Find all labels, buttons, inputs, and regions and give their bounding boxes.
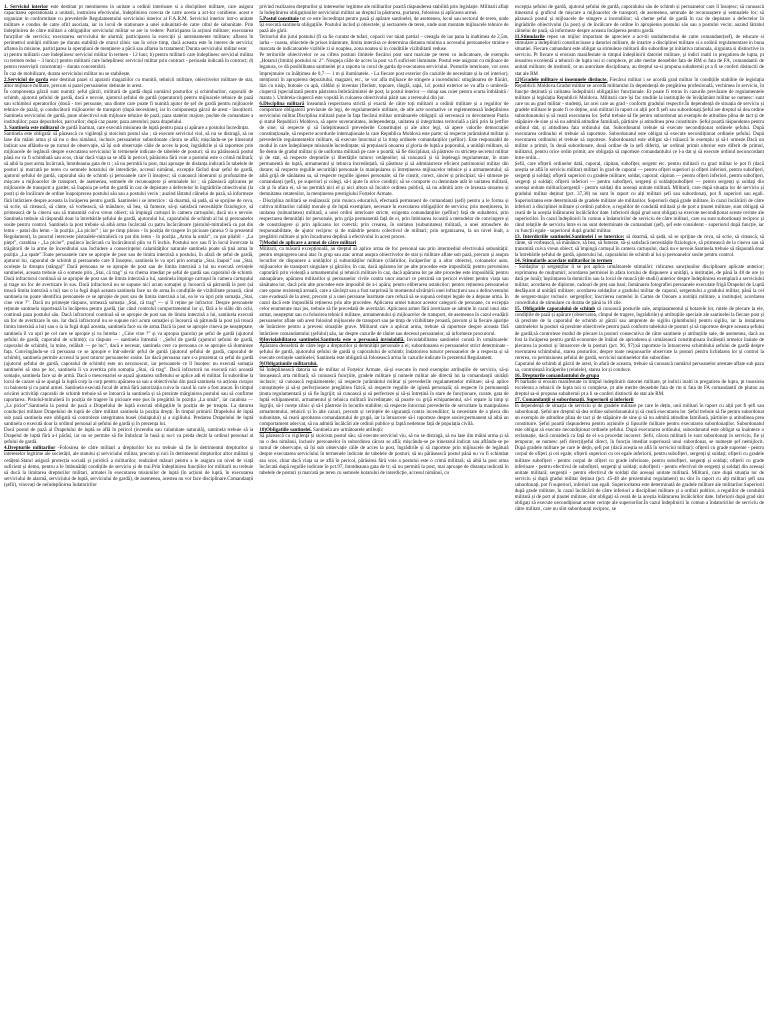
- paragraph-text: - Disciplina militară se realizează: prin munca educativă, efectuată permanent de comandanți (șefi) pentru a le forma și cultiva militarilor calități morale și de luptă exemplare, necesare în executarea obligațiilor de serviciu; prin menținerea, în unitatea (subunitatea) militară, a unei ordini interioare stricte, exigenta comandanților (șefilor) față de subalterni, prin respectarea demnității lor personale, prin grija permanentă față de ei, prin îmbinarea iscusită a metodelor de convingere și de constrângere și prin aplicarea lor corectă; prin crearea, în unitatea (subunitatea) militară, a unei atmosfere de responsabilitate, de ajutor reciproc și de mândrie pentru colectivul de militari; prin organizarea, la un nivel înalt, a pregătirii militare și prin încadrarea deplină a efectivului în acest proces.: [259, 197, 509, 240]
- paragraph-text: Teritoriul din jurul postului (fi sa fie curatat de tufari, copacii vor taiati partial – ceeagla de iaz pana la inaltimea de 2,5m, iarba – coasta, obiectele de prisos inlaturate, limita interzisa ce determina distanta minima a accesului persoanelor straine e marcata de indicatoarele vizibile zi si noaptea, zona noatea si in conditiile vizibilitatii reduse.: [259, 34, 509, 53]
- paragraph-text: Pe teritoriile obiectivelor ce au cifrea postuni limitele fiecărui post sunt marcate pe teren cu indicatoare, de exemplu „Hotarul (limita) postului nr. 2”. Nospeja căile de acces la post va fi suficient iluminate. Postul este asigurat cu mijloace de legatura, ce dă posibilitatea santinelei pt a raporta in corul de garda dp executarea serviciului. Posturile interioare, vor avea împrejmuire cu înălțimea de 0,7 — 1 m și iluminatele. - La fiecare post exterior (în cazurile de necesitate și la cel interior), menționri în apropierea depozitului, magazei, etc., se vor afla mijloace de stingere a incendiului: stingătoarea de flăcări, lăzi cu nisip, butoaie cu apă, căldări și inventar (fierăstr, topoare, rănglă, sapă, l.d. postul exterior se va afla o umbrelă-ciupercă (specializată pentru păstrarea îmbrăcămintei de post; la postul interior — dulap sau cuier pentru scurta îmblănită / manta ). Umbrela-ciupercă este vopsită în culoarea obiectivului păzit sau a terenului din jur.: [259, 52, 509, 101]
- paragraph: [515, 264, 764, 306]
- section-heading: 9)Obligatiunile militarului.: [259, 360, 318, 367]
- paragraph: [515, 234, 764, 258]
- paragraph-text: În componența gărzii sunt numiți: șeful gărzii, militarii de gardă după numărul posturilor și schimburilor, caporalii de schimb, ajutorul șefului de gardă, dacă e nevoie, ajutorul șefului de gardă (operatorul) pentru mijloacele tehnice de pază sau schimbul operatorilor (două - trei persoane, una dintre care poate fi numită ajutor de șef de gardă pentru mijloacele tehnice de pază), și conducătorii mijloacelor de transport (după necesitate), iar în componența gărzii de arest - însoțitorii. Santinela serviciului de gardă, pune obiectivul sub mijloace tehnice de pază; paza statelor majore, pochte de comandare a instituțiilor; paza depozitelor, parcurilor; după caz poate; paza arestului; paza drapelului.: [4, 88, 254, 125]
- paragraph: [515, 379, 764, 397]
- paragraph-text: să doarmă, să șadă, să se sprijine de ceva, să scrie, să citească, să cânte, să vorbească, să mănânce, să bea, să fumeze, să-și satisfacă necesitățile fiziologice, să primească de la cineva sau să transmită cuiva vreun obiect; să împingă cartușul în camera cartușului, dacă nu e nevoie.Santinela trebuie să răspundă doar la întrebările șefului de gardă, ajutorului lui, caporalului de schimb al lui și persoanelor sosite pentru control.: [514, 233, 764, 258]
- paragraph: [259, 198, 508, 240]
- paragraph-text: privind realizarea drepturilor și intereselor legitime ale militarilor poartă răspunderea stabilită prin legislație. Militarii aflați la îndeplinirea obligațiunilor serviciului militar au dreptul la păstrarea, purtarea, folosirea și aplicarea armei.: [259, 4, 509, 17]
- section-heading: 14. Stimularile acordate militarilor in termen: [514, 257, 613, 264]
- section-heading: 2.Serviciul de garda: [4, 76, 49, 83]
- paragraph-text: În caz de mobilizare, durata serviciului militar nu se stabilește.: [4, 70, 131, 77]
- paragraph-text: excepția șefului de gardă, ajutorul șefului de gardă, caporalului său de schimb și persoanelor care îl însoțesc; să cunoască itinerarul și graficul de mișcare a mijloacelor de transport, de asemenea, semnale de recunoaștere și semnalele lor; să păzească postul și mijloacele de stingere a incendiilor; să cheme șeful de gardă în caz de depistare a defectelor în îngrădirile obiectivului (la post) și de încălcare de ordine în apropierea postului său sau a postului vecin; auzind lătratul câinelui de pază, să informeze despre aceasta încăperea pentru gardă.: [514, 4, 764, 35]
- section-heading: 4.Drepturile militarilor: [4, 445, 56, 452]
- paragraph: [259, 337, 508, 361]
- section-heading: 1. Serviciul interior: [4, 4, 49, 10]
- paragraph-text: - Soldaților și sergenților li se pot aplica următoarele stimulări: ridicarea sancțiunilor disciplinare aplicate anterior; exprimarea de mulțumiri; acordarea permisiei în afara locului de dispunere a unității, a instituției, de până la 48 de ore (o dată pe lună); înștiințarea la domiciliu sau la locul de muncă (de studii) anterior despre îndeplinirea exemplară a serviciului militar; acordarea de diplome, cadouri de preț sau bani; înmânarea fotografiei persoanele executate frigă Drapelul de Luptă desfășurat al unității militare; acordarea soldaților a gradului militar de caporal, sergentului a gradului militar, până la cel de sergent-major inclusiv. sergenților; înscrierea numelui în Cartea de Onoare a unității militare, a instituției; acordarea concediului de stimulare cu durata de până la 10 zile.: [514, 264, 764, 307]
- paragraph: [4, 427, 253, 445]
- paragraph: [515, 403, 764, 512]
- paragraph-text: a) pentru militarii care îndeplinesc serviciul militar în termen - 12 luni; b) pentru militarii care îndeplinesc serviciul militar cu termen redus – 3 luni;c) pentru militarii care îndeplinesc serviciul militar prin contract - perioada indicată în contract; d) pentru rezerviștii concentrați – durata concentrării.: [4, 52, 254, 71]
- section-heading: 7)Modul de aplicare a armei de către militari: [259, 239, 357, 246]
- paragraph-text: să cunoască posturile sale, amplasamentul și hotarele lor, rutele de plecare la ele, condițiile de pază și apărare (observarea, cîmpul de tragere, îngrădirile) și atribuțiile speciale ale santinelei la fiecare post și să prezinte de la caporalul de schimb al gărzii sau amprente de sigiliu (plumbului) pentru sigiliu, iar la instalarea santinelelor la posturi să prezinte obiectivele pentru pază conform tabelului de posturi și să raporteze despre aceasta șefului de gardă;să controleze modul de plecare la posturi consecutiva de către santinele și atribuțiile sale, de asemenea, dacă au fost la încăperea pentru gardă economie de întâiul de aprinderea și urmărească constituțioara încăleștii armelor înainte de plecarea la posturi și întoarcere de la posturi (pct. 96, 97);să raporteze la întoarcerea schimbului șefului de gardă despre executarea schimbului, starea posturilor, despre toate neajunsurile observate la posturi pentru lichidarea lor și control la cererea, cu permisiunea șefului de gardă, serviciul santinelelor din subordine.: [514, 306, 764, 361]
- document-page: [4, 4, 764, 1020]
- paragraph-text: Santinela are următoarele atribuții:: [311, 427, 384, 434]
- paragraph: [259, 52, 508, 100]
- paragraph: [4, 89, 253, 125]
- paragraph: [259, 101, 508, 198]
- section-heading: 11.Stimularile: [514, 34, 545, 41]
- paragraph: [259, 16, 508, 34]
- paragraph: [515, 34, 764, 76]
- paragraph-text: înseamnă respectarea strictă și exactă de către toți militarii a ordinii militare și a regulilor de comportare obligatorii prevăzute de legi, de regulamentele militare, de alte acte normative ce reglementează îndeplinirea serviciului militar.Disciplina militară pune în fața fiecărui militar următoarele obligații: să servească cu devotament Patria și statul Republicii Moldova, să apere suveranitatea, independența, unitatea și integritatea teritorială a țării prin la jertfire de sine; să respecte și să îndeplinească prevederile Constituției și ale altor legi, să apere valorile democrației constituționale, să respecte acordurile internaționale la care Republica Moldova este parte; să respecte jurământul militar și prevederile regulamentelor militare, să execute întocmai și la timp ordinele comandanților (șefilor). Este responsabil de modul în care îndeplinește misiunile încredințate; să prețuiască onoarea și gloria de luptă a poporului, a unității militare, să fie demn de gradul militar și de uniforma militară pe care o poartă; să fie disciplinat, să păstreze cu strictețe secretul militar și de stat, să respecte drepturile și libertățile tuturor cetățenilor; să cunoască și să înțeleagă regulamentar, în stare permanentă de luptă, armamentul și tehnica încredințată, să păstreze și să administreze eficient patrimoniul militar din dotare; să respecte regulile securității personale la manipularea și întreținerea mijloacelor tehnice și a armamentului; să aibă grijă de sănătatea sa, să respecte regulile igienei personale; să fie cinstit, corect, sincer și principial; să-i stimeze pe comandanți (șefi), pe superiori și colegi, să-i ajute în orice condiții; să se comporte cu demnitate atât în unitatea militară, cât și în afara ei, să nu permită nici el și nici altora să încalce ordinea publică, să nu admită acte ce lezeaza onoarea și demnitatea cetatenilor, la menținerea prestigiului Forțelor Armate.: [259, 100, 509, 198]
- text-column-middle: [259, 4, 508, 1020]
- paragraph-text: este destinat pt mentinerea in unitate a ordinii interioare si a disciplinei militare, care asigura capacitatea operationala a unitatii, instruirea efectivului, îndeplinirea corecta de catre acesta a act-lor cotidiene. acest e organizat in conformitate cu prevederile Regulamentului serviciului interior al F.A.R.M. Serviciul interior intr-o unitate militare e condus de catre ofitl asociata, iar in locul de stationare a unei subunitati-de catre cdtul de subunitate. Prin îndeplinirea de către militari a obligațiilor serviciului militar se are in vedere: Participarea la acțiuni militare; executarea funcțiilor de serviciu; executarea serviciului de alarmă; participarea la exerciții și antrenamente militare; aflarea în perimetrul unității militare pe durata stabilită de orarul zilnic sau în orice timp, dacă aceasta este în interes de serviciu; aflarea în misiune, participarea la operațiuni de menținere a păcii sau aflarea la tratament; Durata serviciului militar este:: [4, 4, 254, 53]
- paragraph-text: Santinela este obligată: să păzească cu vigilență și stoicism postul său ; să execute serviciul viol, să nu se distragă, să nu lase din mâini arma și să nu o dea nimănui, inclusiv persoanelor subordonate cărora se află; mișcându-se pe itinerarul indicat sau aflându-se pe turnul de observație, să își sub observație căile de acces la post, îngrădirile și să raporteze prin mijloacele de legătură despre executarea serviciului în termenele indicate de tabelele de posturi; să nu părăsească postul până nu va fi schimbată sau scos, chiar dacă viața sa se află în pericol, părăsirea fără voie a postului este o crimă militară; să aibă la post arma încărcată, întotdeauna gata de tr ; să nu permită la post, mai aproape de distanța indicată în tabelele de posturi și marcată pe teren cu semnele hotarului de interdicție, accesul nimănui, excepție făcînd doar șeful de gardă, ajutorul șefului de gardă, caporalul său de schimb și persoanele care îl însoțesc; să cunoască itinerarul și profunzime de mișcare a mijloacelor de transport, de asemenea, semnele de recunoaștere și semnalele lor ; să păzească aplicarea pe mijloacele de transport a gardei; să înapoia pe sefut de gardă în caz de depistare a defectelor în îngrădirile obiectivului (la post) și de încălcare de ordine înapoiprecea postului său sau a postului vecin ; auzind lătratul câinelui de pază, să informeze fără întârziere despre aceasta la încăperea pentru gardă. Santinelei i se interzice : să doarmă, să șadă, să se sprijine de ceva, să scrie, să citească, să cânte, să vorbească, să mănânce, să bea, să fumeze, să-și satisfacă necesitățile fiziologice, să primească de la cineva sau să transmită cuiva vreun obiect; să împingă cartușul în camera cartușului, dacă nu e nevoie. Santinela trebuie să răspundă doar la întrebările șefului de gardă, ajutorului lui, caporalului de schimb al lui și persoanelor sosite pentru control. Santinela la post trebuie să aibă arma încărcată cu patru încărcătoare (pistolul-mitralieră cu pat din lemn – patul din lemn - în poziția „La picior” ; iar pe timp ploios - în poziția de tragere în picioare (anexa 9 la prezentul Regulament), la punctul interceste pistoalele-mitralieră cu pat din lemn - în poziția „Arma la umăr”, cu pat pliabil - „La piept”, carabina - „La picior”, pușlinca încărcată cu încărcătorul plin va fi închis. Postului nov sau fi în locul încercate la trăgătorii de la arme de încendiului sau închidere a consecințelor calamităților naturale santinela poate să țină arma în poziția „La spate”.Toate persoanele care se apropie de post sau de limita interzisă a postului, în afară de șeful de gardă, ajutorul lui, caporalul de schimb și persoanele care îl însoțesc, santinela le va opri prin somația „Stai, înapoi” sau „Stai, ocolește la dreapta (stânga)” Dacă persoana se se apropie de post sau de limita interzisă a lui nu execută cerințele santinelei, aceasta trebuie să o someze prin „Stai, că trag” și va chema imediat pe șeful de gardă sau caporalul de schimb. Dacă infractorul continuă să se apropie de post sau de limita interzisă a lui, santinela împinge cartușul în camera cartușului și trage un foc de avertizare în sus. Dacă infractorul nu se supune nici acum somației și încearcă să pătrundă la post (să treacă limita interzisă a lui) sau o la fugă după aceasta santinela face uz de arma.În condițiile de vizibilitate proastă, când santinela nu poate identifica persoanele ce se apropie de post sau de limita interzisă a lui, ea le va opri prin somația „Stai, cine vine ?”. Dacă nu primește răspuns, urmează somația „Stai, că trag” — și îl reține pe infractor. Despre persoanele reținute santinela raportează la încăperea pentru gardă, (iar când controlul comportamentul lor și, fără a le slăbi din ochi, continuă paza postului său. Dacă infractorul continuă să se apropie de post sau de limita interzisă a lui, santinela execută un foc de avertizare în sus. Iar dacă infractorul nu se supune nici acum somației și încearcă să pătrundă la post (să treacă limita interzisă a lui) sau o ia la fugă după aceasta, santinela face uz de arma.Dacă la post se apropie cineva pe neașteptate, santinela îl va opri pe cel care se apropie și va întreba : „Cine vine ?” și va apropia (parola) pe șeful de gardă (ajutorul șefului de gardă, caporalul de schimb); ca răspuns — santinela întreabă : „Șeful de gardă (ajutorul șefului de gardă, caporalul de schimb), la mine, celălalt — pe loc”, dacă e necesar, santinela cere ca persoana ce se apropie să ilumineze fața. Convingându-se că persoana ce se apropie e într-adevăr șeful de gardă (ajutorul șefului de gardă, caporalul de schimb), santinela permite accesul la post tuturor persoanelor sosite. Iar dacă persoana care s-a prezentat ca șeful de gardă (ajutorul șefului de gardă, caporalul de schimb) este un necunoscut, iar persoanele ce îl însoțesc nu execută somația santinelei să stea pe loc, santinela îi va avertiza prin somația „Stai, că trag”. Dacă infractorii nu execută nici această somație, santinela face uz de armă. Dacă o mescenariei se așază ajustarea sufletului se aplice adi el militar. În subordine la locul de cazare să se ajungă la luptă corp la corp pentru apărarea sa sau a obiectivului din pază santinela va acționa curajos cu baioneta și cu patul armei. Santinela execută focul de armă fără autorizația cuiva în cazul în care a fost atacat. În timpul oricărei activități caporalii de schimb trebuie să se întoarcă la santinela și să prezinte mărginirea postului sau să confirme raportarea. Pistolul-mitralieră în poziția de tragere în picioare este pus în pregătită în poziția „La umăr”, iar carabina — „La picior”.Santinela la postul de pază a Drapelului de luptă execută obligațiile în poziția de pe treapta. La datorea conducției militare Drapelului de luptă de către militari santinela la poziția drepți. În timpul primirii Drapelului de luptă sub pază santinela este obligată să controleze integritatea husei (dulapului) și a sigiliului. Predarea Drapelului de luptă santinela o execută doar la ordinul personal al șefului de gardă și în prezența lui.: [4, 130, 254, 428]
- paragraph-text: Dacă postul de pază al Drapelului de luptă se află în pericol (incendiu sau calamitate naturală), santinela trebuie să ia Drapelul de luptă fără a-l părăsi, iar nu se permite să fie îmbrăcat în husă și nu-l va preda decât la ordinul personal al șefului de gardă.: [4, 427, 254, 446]
- paragraph-text: Caporalul de schimb al gărzii de arest, în afară de aceasta, trebuie să cunoască numărul persoanelor arestate aflate sub paza sa, controlează încăperile (celulele), starea lor și conduce.: [514, 360, 764, 373]
- section-heading: 12)Gradele militare si insemnele distincte.: [514, 76, 608, 83]
- paragraph-text: Pt barbatie si erosim manifestate in timpul indeplinirii datoriei militare, pt indicii inalti in pregatirea de lupta, pt insusirea excelenta a tehnicii de lupta noi si complexe, pt alte merite deosebite fata de rm si fata de FA comandantii de pluton au dreptul sa-si propuna subalternii pt a li se conferi distinctii de stat ale RM.: [514, 378, 764, 397]
- section-heading: 17. Comandanții și subordonații. Superiorii și inferiorii: [514, 397, 634, 404]
- paragraph: [259, 246, 508, 337]
- paragraph: [259, 34, 508, 52]
- paragraph: [515, 161, 764, 234]
- paragraph: [259, 4, 508, 16]
- section-heading: 13. Interdictiile santinelei.Santinelei i se interzice:: [514, 233, 625, 240]
- paragraph: [259, 433, 508, 475]
- paragraph-text: tot ce este încredințat pentru pază și apărare santinelei, de asemenea, locul sau sectorul de teren, unde își execută santinela obligațiile. Postului includ și obiectele, și sectoarele de teren, unde sunt montate mijloacele tehnice de pază ale gării.: [259, 16, 509, 35]
- section-heading: 8)Inviolabilitatea santinelei.Santinela este o persoană inviolabilă.: [259, 336, 405, 343]
- paragraph: [4, 131, 253, 427]
- paragraph-text: Inviolabilitatea santinelei constă în următoarele: Apărarea deosebită de către lege a drepturilor și demnității personale a ei; subordonarea ei persoanelor strict determinate - șefului de gardă, ajutorului șefului de gardă și caporalului de schimb; îndatorirea tuturor persoanelor de a respecta și să execute cerințele santinelei; Santinela este obligată să folosească arma în cazurile indicate în prezentul Regulament.: [259, 336, 509, 361]
- section-heading: 3. Santinela este militarul: [4, 124, 59, 131]
- paragraph-text: În dependență de situația de serviciu și de gradele militare pe care le dețin, unii militari în raport cu alții pot fi șefi sau subordonați. Șeful are dreptul să dea ordine subordonatului și să ceară executarea lor. Șeful trebuie să fie pentru subordonat un exemplu de atitudine plina de tact și de stăpânire de sine și să nu admită atitudine familiară, părtinire și atitudinea prea constituire. Șeful poartă răspunderea pentru acțiunile și lipsurile militare pentru executarea subordonaților. Subordonatul este obligat să execute necondiționat ordinele șefului. După executarea ordinului, subordonatul este obligat sa înainteze o reclamație, dacă consideră ca față de el s-a procedat incorect. Șefii, cărora militarii le sunt subordonați în serviciu, fie și temporar, se numesc șefi direcți(șeful direct, în funcția imediat superioară unui subordonat, se numește șef nemijlocit. După gradele militare pe care le dețin, șefi pot (dacă aceștia se află în serviciul militar): ofițerii cu grade supreme - pentru corpul de ofițeri și cei egale; ofițerii superiori cu cei egale inferiorii, pentru subofițeri, sergenți și soldați; ofițerii cu gradele militare subofițeri - pentru corpul de ofițeri cu grade inferioare, pentru subofițeri, sergenți și soldați; ofițerii cu grade inferioare - pentru efectivul de subofițeri, sergenți și soldați; subofițerii - pentru efectivul de sergenți și soldați din aceeași unitate militară; sergenții - pentru efectivul de soldați din aceeași unitate militară. Militarii, care după situația lor de serviciu și după gradul militar deținut (pct. 45-48 ale prezentului regulament) nu sînt în raport cu alți militari șefi sau subordonați, pot fi superiori, inferiori sau egali. Superioritatea este determinată de gradele militare ale militarilor.Superiorii după grade militare, în cazul încălcării de către inferiori a disciplinei militare și a ordinii publice, a regulilor de conduită militară și de port al ținutei militare, sînt obligați să ceară de la aceștia înlăturarea încălcărilor date. Inferiorii după grad sînt obligați să execute necondiționat aceste cerințe ale superiorilor.În cazul îndeplinirii în comun a îndatoririlor de serviciu de către militari, care nu sînt subordonați reciproc, se: [514, 403, 764, 512]
- paragraph-text: Șefii, care ofițerii ordinelor dată, caporal, căpitan, subofițer, sergent etc. pentru militarii cu grad militar le pot fi (dacă aceștia se află în serviciu militar) militari în grad de caporal — pentru ofițeri superiori și ofițeri inferiori, pentru subofițeri, sergenți și soldați; ofițerii superiori cu gradele militare; soldat, caporal; căpitan — pentru ofițeri inferiori, pentru subofițeri, sergenți și soldați; ofițerii inferiori — pentru subofițeri, sergenți și soldați(subofițeri — pentru sergenți și soldați din aceeași unitate militară;sergenții - pentru soldați din aceeași unitate militară. Militarii, care după situația lor de serviciu și gradului militar deținut (pct. 37,38) nu sunt în raport cu alți militari șefi sau subordonați, pot fi superiori sau egali. Superioritatea este determinată de gradele militare ale militarilor. Superiorii după grade militare, în cazul încălcării de către inferiori a disciplinei militare și ordinii publice, a regulilor de conduită militară și de port a ținutei militare, sunt obligați să ceară de la aceștia înlăturarea încălcărilor date. Inferiorii după grad sunt obligați sa execute necondiționat aceste cerinte ale superiorilor. În cazul îndeplinirii în comun a îndatoririlor de serviciu de către militari, care nu sunt subordonați reciproc și când relațiile de serviciu între ei nu sunt determinate de comandant (șef), șef este considerat - superiorul după funcție, iar cu funcții egale - superiorul după gradul militar.: [514, 161, 764, 234]
- paragraph-text: Militarii, ca măsură excepțională, au dreptul să aplice arma de foc personal sau prin intermediul efectivului subunității: pentru respingerea unui atac în grup sau atac armat asupra obiectivelor de stat și militare aflate sub pază, precum și asupra locurilor de dispunere a unităților și subunităților militare (clădirilor, încăperilor și a altor obiecte), coloanelor auto, mijloacelor de transport singulare și gărzilor, în caz, dacă apărarea lor pe alte procedee este imposibilă; pentru prevenirea capturării prin violență a armamentului și tehnicii militare în caz, dacă apărarea lor pe alte procedee este imposibilă; pentru autoapărare, apărarea militarilor și persoanelor civile contra unor atacuri ce prezintă un pericol evident pentru viața sau sănătatea lor, dacă prin alte procedee este imposibil de a-i apăra; pentru eliberarea ostaticilor; pentru reținerea persoanelor care opune rezistență armată, care a săvârșit sau a fost surprinsă în momentul săvârșirii unei infracțiuni sau a delincventului care evadează de la arest, precum și a unei persoane înarmate care refuză să se supună cerinței legale de a depune arma. În cazul dacă este imposibilă reținerea prin alte procedee. Aplicarea armei tuturor acestor categorii de persoane, cu excepția celor enumerate mai jos, trebuie să fie precedată de avertizări. Aplicarea armei fără avertizare se admite în cazul unui atac armat, neașteptat sau cu folosirea tehnicii militare, armamentului și mijloacelor de transport, de asemenea în cazul evadării persoanelor aflate sub arest folosind mijloacele de transport sau pe timp de vizibilitate proastă, precum și la fiecare apariție de întârziere pentru a preveni situațiile grave. Militarul care a aplicat arma, trebuie să raporteze despre aceasta fără întârziere comandantului (șefului) său, iar despre cazurile de rănire sau decesul persoanelor, să informeze procurorul.: [259, 245, 509, 337]
- text-column-right: [515, 4, 764, 1020]
- paragraph: [515, 361, 764, 373]
- paragraph: [4, 52, 253, 70]
- paragraph-text: de gardă înarmat, care execută misiunea de luptă pentru paza și apărare a postului încredințat.: [58, 124, 250, 131]
- paragraph: [4, 4, 253, 52]
- section-heading: 5.Postul constituie: [259, 16, 299, 23]
- paragraph: [515, 306, 764, 360]
- paragraph-text: Să păzească cu vigilență și stoicism postul său; să execute serviciul viu, să nu se distragă, să nu lase din mâini arma și să nu o dea nimănui, inclusiv persoanelor în subordinea cărora se află; mișcându-se pe itinerarul indicat sau aflându-se pe turnul de observație, să își sub observație căile de acces la post, îngrădirile și să raporteze prin mijloacele de legătură despre executarea serviciului în termenele indicate de tabelele de posturi; să nu părăsească postul până nu va fi schimbat sau scos, chiar dacă viața sa se află în pericol, părăsirea fără voie a postului este o crimă militară; să aibă la post arma încărcată după regulile indicate în pct.97, întotdeauna gata de tr; să nu permită la post, mai aproape de distanța indicată în tabelele de posturi și marcată pe teren cu semnele hotarului de interdicție, accesul nimănui, cu: [259, 433, 509, 476]
- section-heading: 6.Disciplina militară: [259, 100, 305, 107]
- section-heading: 16. Drepturile comandantului de grupa: [514, 372, 600, 379]
- paragraph: [515, 4, 764, 34]
- paragraph: [515, 77, 764, 162]
- paragraph-text: repez un mijloc important de apreciere a act-tii ssubalternului de catre comandant(sef), de educare si stimulare a indeplinirii constiincioase a datoriei militare, de intarire a disciplinei militare si a ordinii regulamentare in buna situatiei. Fiecare camandant este obligat sa stimuleze militarii din subordine pt initiativa rationala, sirguinta si distinctive in serviciu. Pt fiecare si erosism manifestate in timpul îndeplinirii datoriei militare, şi indici inalti in pregatirea de lupta, pt insusirea excelentă a tehnicii de lupta noi si complexe, pt alte merite deosebite fata de RM si fata de FA, comandantii de unitati militare; de institutii, or au autoritate disciplinara, au dreptul sa-si propuna subalternii pt a fi se conferi distinctii de stat ale RM: [514, 34, 764, 77]
- paragraph: [259, 367, 508, 427]
- section-heading: 15. Obligatiile caporalului de schimb: [514, 306, 596, 313]
- section-heading: 10)Obligatiile santinelei.: [259, 427, 312, 434]
- text-column-left: [4, 4, 253, 1020]
- paragraph-text: Fiecărui militar i se acordă grad militar în condițiile stabilite de legislația Republicii Moldova.Gradul militar se acordă militarului în dependență de pregătirea profesională, vechimea în serviciu, în funcție deținută și calitatea îndeplinirii obligațiilor funcționale. Et poate fi retras în cazurile prevăzute de regulamentele militare și legislația Republicii Moldova. Militarii care își fac studiile la instituțiile de învățământ militar se numesc: sunt care nu au grad militar - studenți, iar acei care au grad - conform gradului respectiv.În dependență de situația de serviciu și gradele militare le poate fi ce deține, unii militari în raport cu alții pot fi șefi sau subordonați.Șeful are dreptul să dea ordine subordonatului și să ceară executarea lor. Șeful trebuie să fie pentru subordonat un exemplu de atitudine plina de tact și de stăpânire de sine și să nu admită atitudine familiară, părtinire și atitudinea prea constituire. Șeful poartă răspunderea pentru ordinul dat, și atitudinea fata ordinului dat. Subordonatul trebuie să execute necondiționat ordinele șefului. După executarea ordinului el trebuie să raporteze. Subordonatul este obligat să execute necondiționat ordinele șefului. După executarea ordinului el trebuie să raporteze. Subordonatul este obligat să-i trăiască în exemplu și să-l urmeze.Dacă un militar a primit, în două subordonare, două ordine de la șefi diferiți, iar ordinul primit ulterior este diferit de primul, militarul, pentru orice ordin primit, are obligația să raporteze comandantului ce l-a dat și să execute ordinul neconcordant între-ordin...: [514, 76, 764, 162]
- paragraph-text: Să îndeplinească datoria sa de militar al Forțelor Armate, să-și execute în mod exemplar atribuțiile de serviciu, să-și însușească arta militară; să cunoască funcțiile, gradele militare și numele militar ale directă lui la comandanții unității inclusiv; să cunoască regulamentele; să respecte jurământul militar și prevederile regulamentelor militare; să-și aplice cunoștințele și să-și perfecționeze pregătirea fizică, să respecte regulile de igienă personală; să respecte în permanență ținuta regulamentară și să fie îngrijit; să cunoască și să perfecteze și să-și întrețină în stare de funcționare, curate, gata de luptă echipamentul, armamentul și tehnica militară încredințate; să poarte cu grijă echipamentul, să-l repare la timp și îngrijit, să-l curețe zilnic și să-l păstreze în locurile stabilite; să respecte întocmai prevederile de securitate la manipularea armamentului, tehnicii și în alte cazuri, precum și cerințele de siguranță contra incendiilor; la necesitate de a pleca din subunitate, să ceară aprobarea comandantului de grupă, iar la întoarcere să-i raporteze despre sosire;permanent să aibă un comportament adecvat, să nu admită încălcări ale ordinii publice și faptă nedemne față de populația civilă.: [259, 366, 509, 428]
- paragraph: [4, 445, 253, 487]
- paragraph-text: este destinat pazei si apararii magaziilor cu munitii, tehnicii militare, obiectivelor militare de stat, altor mijloace militare, precum si pazei persoanelor detinute in arest.: [4, 76, 254, 89]
- paragraph: [4, 77, 253, 89]
- paragraph-text: -Folosirea de către militari a drepturilor lor nu trebuie să fie în detrimentul drepturilor și intereselor legitime ale societății, ale statului și serviciului militar, precum și nici în detrimentul drepturilor altor militari și cetățeni.Statul asigură protecția socială și juridică a militarilor, realizând măsuri pentru a le asigura un nivel de viață suficient și demn, pentru a le îmbunătăți condițiile de serviciu și de trai.Prin îndeplinirea funcțiilor lor militarii nu trebuie să ducă la limitarea drepturilor militari, armatei în executarea misiunilor de luptă (în acțiuni de luptă, în executarea serviciului de alarmă, serviciului de luptă, serviciului de gardă), de asemenea, acestea nu vor face disciplinare.Comandanții (șefii), vinovați de neîndeplinirea îndatoririlor: [4, 445, 254, 488]
